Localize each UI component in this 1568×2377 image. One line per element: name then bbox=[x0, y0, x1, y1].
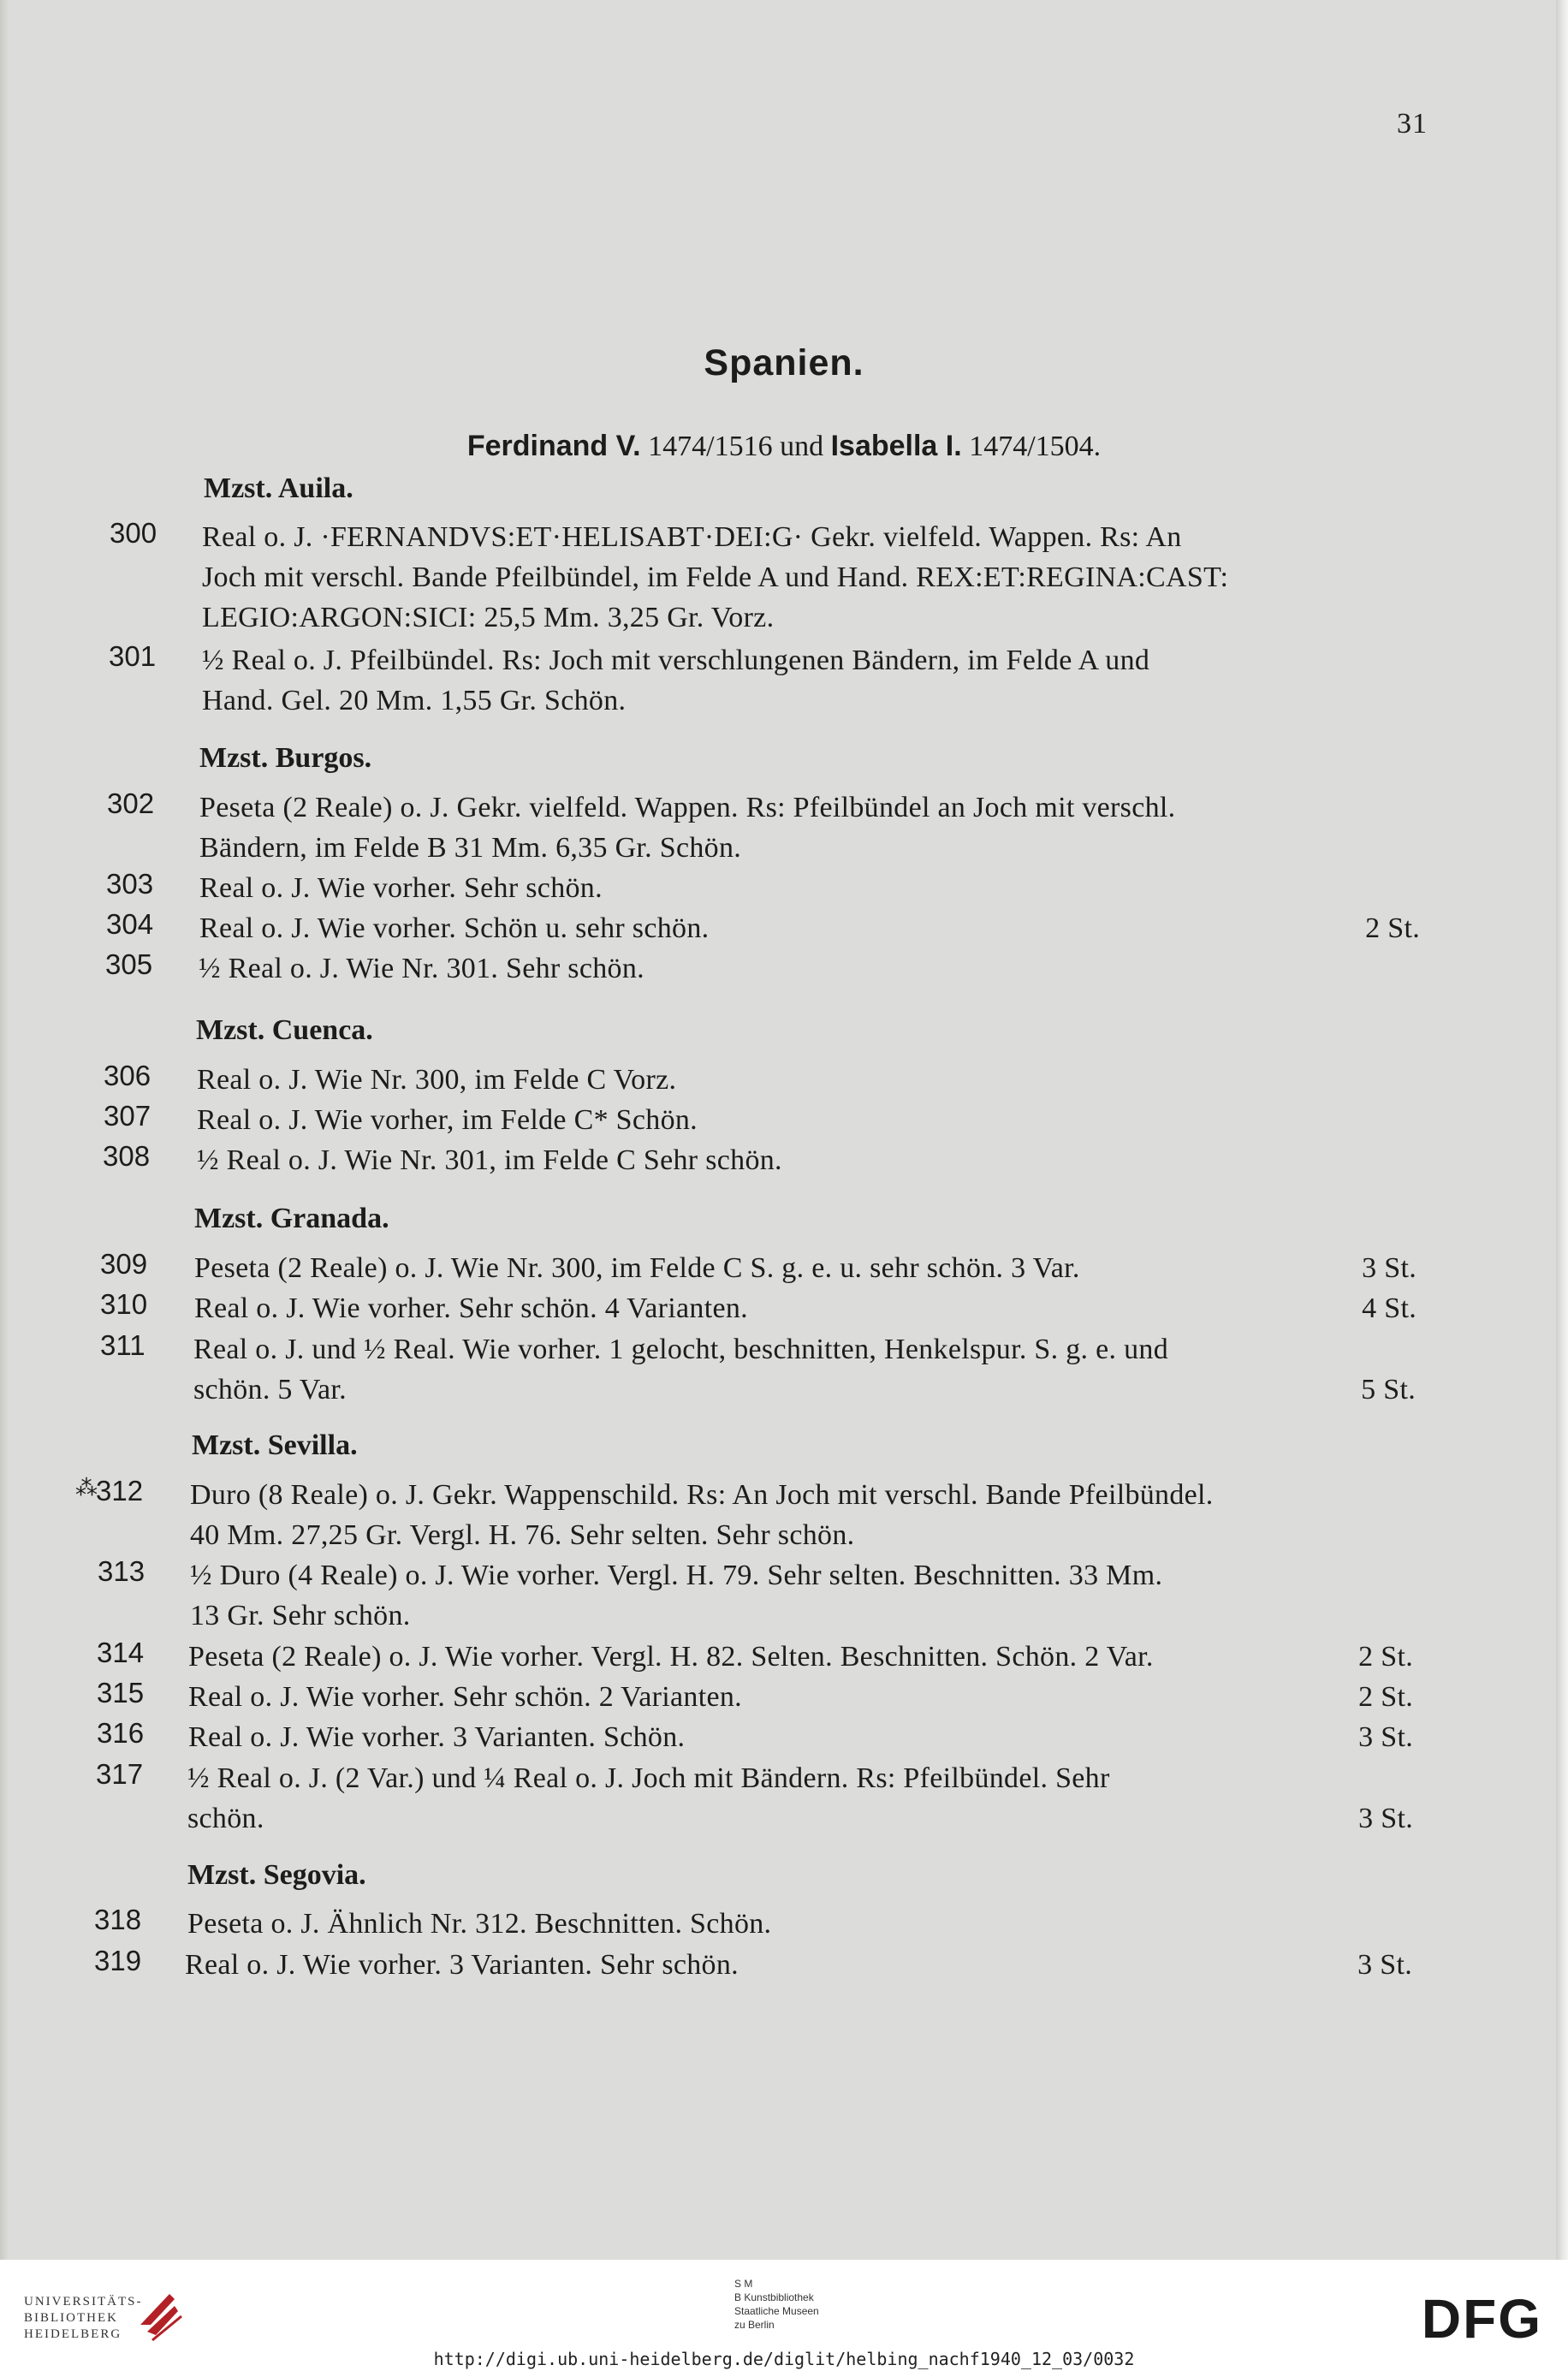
viewer-footer bbox=[0, 2260, 1568, 2377]
lot-number: 310 bbox=[100, 1288, 148, 1320]
section-heading-segovia: Mzst. Segovia. bbox=[187, 1859, 366, 1891]
section-heading-avila: Mzst. Auila. bbox=[204, 472, 353, 504]
lot-number: 318 bbox=[94, 1904, 142, 1935]
lot-text-line: Real o. J. Wie vorher. 3 Varianten. Sehr schön. bbox=[185, 1949, 739, 1981]
page-number: 31 bbox=[1397, 108, 1428, 140]
lot-number: 302 bbox=[107, 787, 155, 819]
lot-text-line: ½ Real o. J. Wie Nr. 301. Sehr schön. bbox=[199, 953, 644, 984]
section-heading-cuenca: Mzst. Cuenca. bbox=[196, 1014, 373, 1046]
star-marker-icon: ⁂ bbox=[75, 1475, 98, 1500]
lot-text-line: Duro (8 Reale) o. J. Gekr. Wappenschild. Rs: An Joch mit verschl. Bande Pfeilbündel. bbox=[190, 1479, 1214, 1511]
lot-number: 315 bbox=[97, 1677, 145, 1708]
lot-number: 319 bbox=[94, 1945, 142, 1976]
lot-text-line: 13 Gr. Sehr schön. bbox=[190, 1600, 411, 1631]
lot-text-line: Peseta (2 Reale) o. J. Wie Nr. 300, im Felde C S. g. e. u. sehr schön. 3 Var. bbox=[194, 1252, 1080, 1284]
smb-kunstbibliothek-logo[interactable]: S M B Kunstbibliothek Staatliche Museen zu Berlin bbox=[734, 2278, 819, 2331]
section-heading-granada: Mzst. Granada. bbox=[194, 1203, 389, 1234]
lot-number: 316 bbox=[97, 1717, 145, 1749]
lot-text-line: Real o. J. Wie vorher. 3 Varianten. Schön. bbox=[188, 1721, 686, 1753]
lot-text-line: Peseta (2 Reale) o. J. Gekr. vielfeld. Wappen. Rs: Pfeilbündel an Joch mit verschl. bbox=[199, 792, 1176, 823]
page-title: Spanien. bbox=[704, 342, 864, 383]
lot-number: 305 bbox=[105, 948, 153, 980]
lot-quantity: 5 St. bbox=[1361, 1374, 1416, 1405]
lot-text-line: schön. 3 St. bbox=[187, 1798, 1413, 1839]
lot-quantity: 4 St. bbox=[1362, 1292, 1417, 1324]
ruler-isabella: Isabella I. bbox=[830, 430, 962, 462]
rulers-subtitle bbox=[0, 430, 1568, 463]
lot-number: 300 bbox=[110, 517, 157, 549]
subtitle-and: und bbox=[780, 431, 824, 462]
dfg-logo[interactable]: DFG bbox=[1421, 2288, 1542, 2350]
lot-quantity: 2 St. bbox=[1358, 1641, 1413, 1673]
lot-number: 304 bbox=[106, 908, 154, 940]
section-heading-burgos: Mzst. Burgos. bbox=[199, 742, 372, 774]
lot-quantity: 3 St. bbox=[1362, 1252, 1417, 1284]
lot-text-line: Hand. Gel. 20 Mm. 1,55 Gr. Schön. bbox=[202, 685, 627, 716]
lot-number: ⁂312 bbox=[75, 1475, 144, 1506]
lot-text-line: Real o. J. Wie vorher, im Felde C* Schön. bbox=[197, 1104, 698, 1136]
lot-number: 311 bbox=[100, 1329, 146, 1361]
lot-text-line: ½ Real o. J. (2 Var.) und ¼ Real o. J. Joch mit Bändern. Rs: Pfeilbündel. Sehr bbox=[187, 1762, 1110, 1794]
lot-number: 308 bbox=[103, 1140, 151, 1172]
lot-number: 306 bbox=[104, 1060, 151, 1091]
ruler-isabella-dates: 1474/1504. bbox=[969, 431, 1102, 462]
lot-text-line: Peseta o. J. Ähnlich Nr. 312. Beschnitten. Schön. bbox=[187, 1908, 772, 1940]
lot-text-line: Real o. J. Wie vorher. Sehr schön. 4 Varianten. bbox=[194, 1292, 748, 1324]
lot-quantity: 2 St. bbox=[1365, 912, 1420, 944]
lot-text-line: ½ Real o. J. Pfeilbündel. Rs: Joch mit verschlungenen Bändern, im Felde A und bbox=[202, 645, 1150, 676]
lot-text-line: Real o. J. und ½ Real. Wie vorher. 1 gelocht, beschnitten, Henkelspur. S. g. e. und bbox=[193, 1334, 1169, 1365]
lot-quantity: 3 St. bbox=[1358, 1803, 1413, 1834]
lot-text-line: LEGIO:ARGON:SICI: 25,5 Mm. 3,25 Gr. Vorz. bbox=[202, 602, 775, 633]
lot-number: 303 bbox=[106, 868, 154, 900]
lot-text-line: Real o. J. Wie vorher. Sehr schön. 2 Varianten. bbox=[188, 1681, 742, 1713]
lot-text-line: Real o. J. ·FERNANDVS:ET·HELISABT·DEI:G· Gekr. vielfeld. Wappen. Rs: An bbox=[202, 521, 1182, 553]
lot-quantity: 3 St. bbox=[1358, 1721, 1413, 1753]
lot-number: 313 bbox=[98, 1555, 146, 1587]
lot-text-line: Peseta (2 Reale) o. J. Wie vorher. Vergl. H. 82. Selten. Beschnitten. Schön. 2 Var. bbox=[188, 1641, 1154, 1673]
lot-text-line: ½ Real o. J. Wie Nr. 301, im Felde C Sehr schön. bbox=[197, 1144, 782, 1176]
lot-text-line: Real o. J. Wie Nr. 300, im Felde C Vorz. bbox=[197, 1064, 677, 1096]
lot-text-line: Real o. J. Wie vorher. Schön u. sehr schön. bbox=[199, 912, 710, 944]
lot-number: 314 bbox=[97, 1637, 145, 1668]
lot-text-line: Bändern, im Felde B 31 Mm. 6,35 Gr. Schön. bbox=[199, 832, 742, 864]
heidelberg-emblem-icon bbox=[135, 2287, 187, 2347]
ruler-ferdinand: Ferdinand V. bbox=[466, 430, 641, 462]
lot-text-line: ½ Duro (4 Reale) o. J. Wie vorher. Vergl. H. 79. Sehr selten. Beschnitten. 33 Mm. bbox=[190, 1560, 1163, 1591]
section-heading-sevilla: Mzst. Sevilla. bbox=[192, 1429, 358, 1461]
lot-number: 317 bbox=[96, 1758, 144, 1790]
lot-quantity: 2 St. bbox=[1358, 1681, 1413, 1713]
lot-text-line: schön. 5 Var. 5 St. bbox=[193, 1370, 1416, 1410]
lot-number: 307 bbox=[104, 1100, 151, 1132]
lot-quantity: 3 St. bbox=[1357, 1949, 1412, 1981]
lot-text-line: 40 Mm. 27,25 Gr. Vergl. H. 76. Sehr selten. Sehr schön. bbox=[190, 1519, 855, 1551]
lot-text-line: Joch mit verschl. Bande Pfeilbündel, im Felde A und Hand. REX:ET:REGINA:CAST: bbox=[202, 562, 1229, 593]
source-url-link[interactable]: http://digi.ub.uni-heidelberg.de/diglit/helbing_nachf1940_12_03/0032 bbox=[433, 2349, 1135, 2369]
lot-text-line: Real o. J. Wie vorher. Sehr schön. bbox=[199, 872, 603, 904]
heidelberg-library-logo[interactable]: UNIVERSITÄTS- BIBLIOTHEK HEIDELBERG bbox=[24, 2295, 143, 2341]
lot-number: 309 bbox=[100, 1248, 148, 1280]
ruler-ferdinand-dates: 1474/1516 bbox=[648, 431, 773, 462]
lot-number: 301 bbox=[109, 640, 157, 672]
